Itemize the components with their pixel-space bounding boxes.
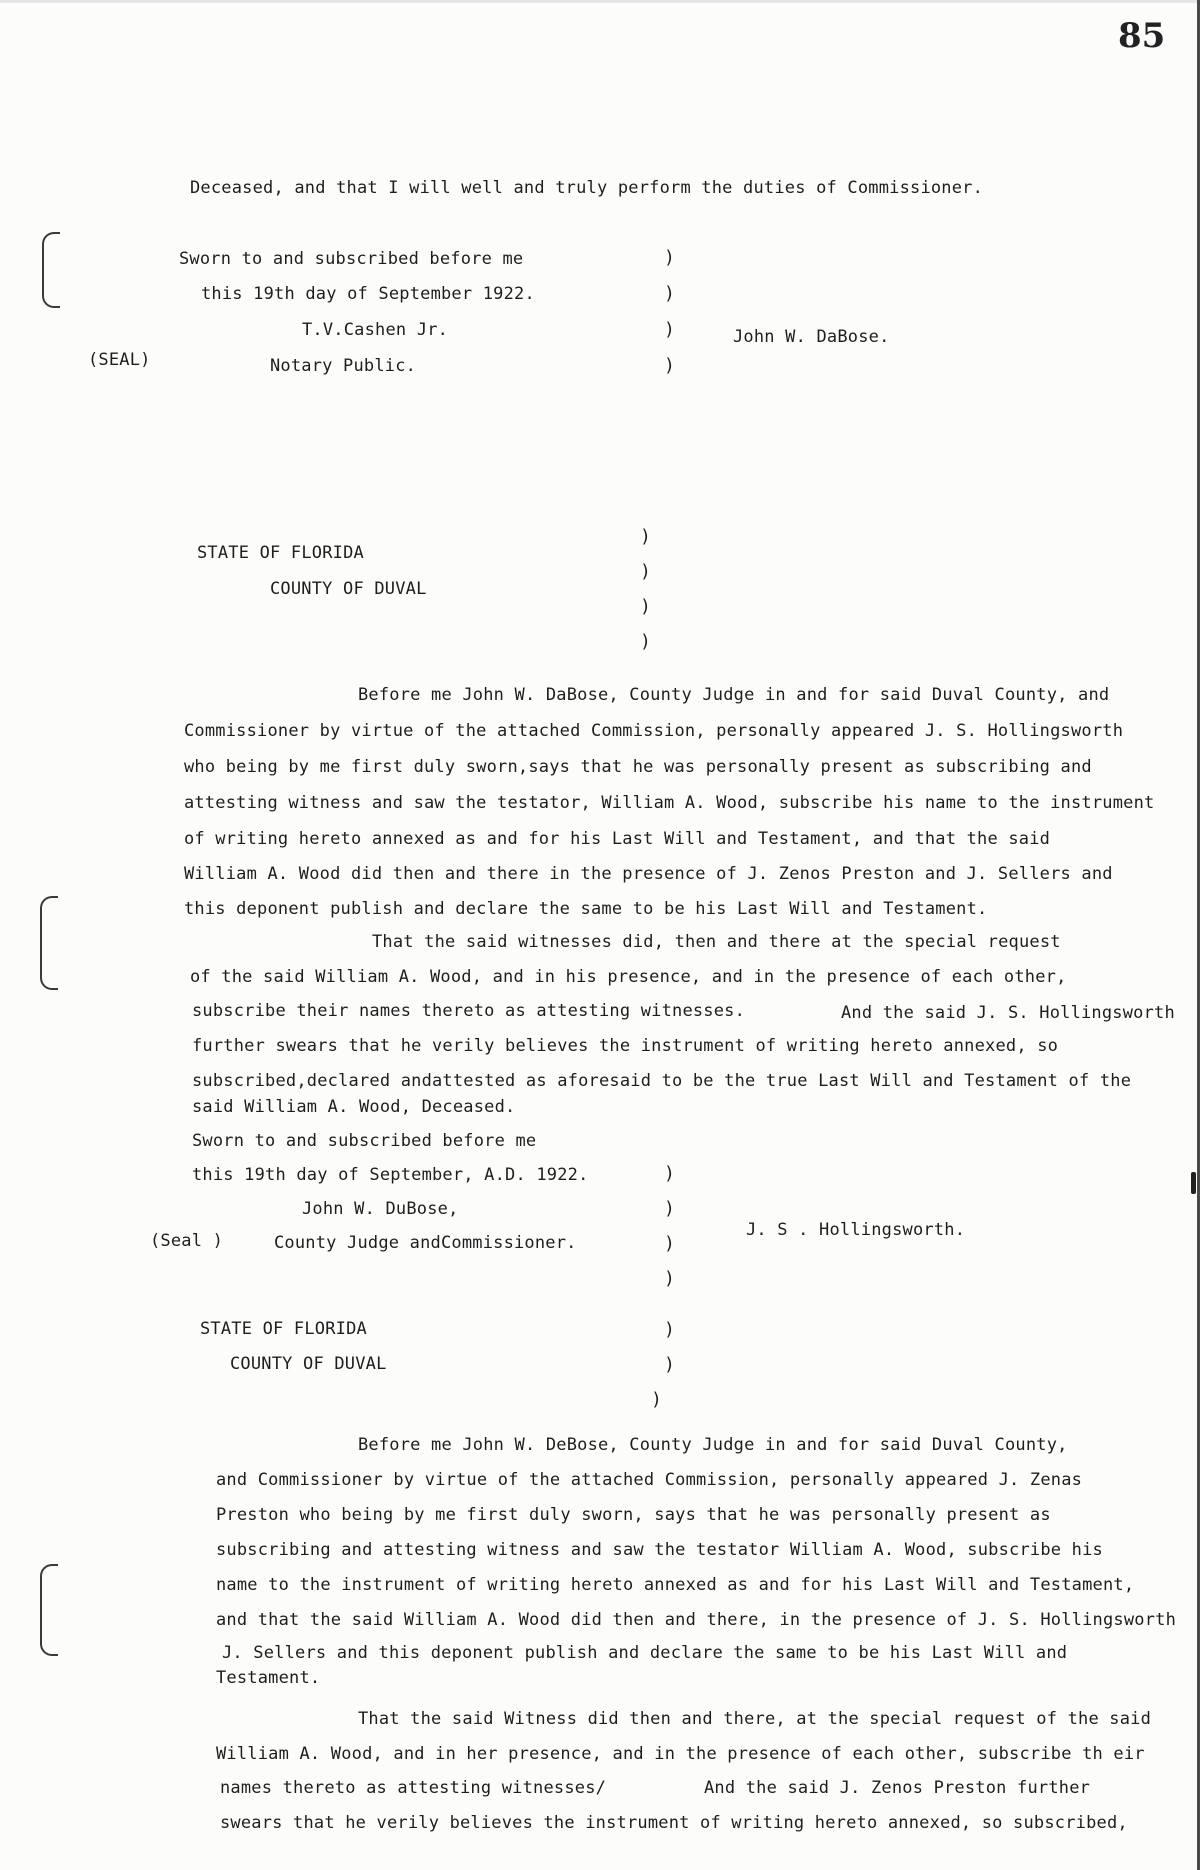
text-line: of writing hereto annexed as and for his Last Will and Testament, and that the said — [184, 829, 1051, 849]
bracket-paren: ) — [640, 631, 651, 652]
bracket-paren: ) — [640, 596, 651, 617]
oath-date-line: this 19th day of September, A.D. 1922. — [192, 1165, 589, 1185]
text-line: this deponent publish and declare the same to be his Last Will and Testament. — [184, 899, 988, 919]
bracket-paren: ) — [664, 1354, 675, 1375]
state-heading: STATE OF FLORIDA — [200, 1319, 367, 1339]
edge-mark — [1191, 1172, 1196, 1194]
text-line: of the said William A. Wood, and in his presence, and in the presence of each other, — [190, 967, 1067, 987]
notary-title: Notary Public. — [270, 356, 417, 376]
text-line: subscribed,declared andattested as aforesaid to be the true Last Will and Testament of the — [192, 1071, 1132, 1091]
bracket-paren: ) — [664, 1319, 675, 1340]
bracket-paren: ) — [640, 561, 651, 582]
page-number: 85 — [1118, 16, 1166, 56]
bracket-paren: ) — [664, 1163, 675, 1184]
text-line: Before me John W. DeBose, County Judge in and for said Duval County, — [358, 1435, 1068, 1455]
text-line: attesting witness and saw the testator, William A. Wood, subscribe his name to the instrument — [184, 793, 1155, 813]
bracket-paren: ) — [664, 1233, 675, 1254]
punch-hole-mark — [40, 1564, 58, 1656]
text-line: name to the instrument of writing hereto annexed as and for his Last Will and Testament, — [216, 1575, 1135, 1595]
text-line: William A. Wood did then and there in the presence of J. Zenos Preston and J. Sellers and — [184, 864, 1113, 884]
text-line: And the said J. S. Hollingsworth — [841, 1003, 1175, 1023]
oath-date-line: this 19th day of September 1922. — [201, 284, 535, 304]
text-line: William A. Wood, and in her presence, and in the presence of each other, subscribe th eir — [216, 1744, 1145, 1764]
bracket-paren: ) — [664, 283, 675, 304]
text-line: That the said Witness did then and there, at the special request of the said — [358, 1709, 1152, 1729]
text-line: That the said witnesses did, then and there at the special request — [372, 932, 1061, 952]
text-line: names thereto as attesting witnesses/ — [220, 1778, 607, 1798]
bracket-paren: ) — [664, 319, 675, 340]
judge-title: County Judge andCommissioner. — [274, 1233, 577, 1253]
text-line: Preston who being by me first duly sworn, says that he was personally present as — [216, 1505, 1051, 1525]
text-line: and Commissioner by virtue of the attached Commission, personally appeared J. Zenas — [216, 1470, 1083, 1490]
county-heading: COUNTY OF DUVAL — [230, 1354, 387, 1374]
punch-hole-mark — [40, 896, 58, 990]
text-line: further swears that he verily believes the instrument of writing hereto annexed, so — [192, 1036, 1059, 1056]
text-line: And the said J. Zenos Preston further — [704, 1778, 1091, 1798]
signer-name: John W. DaBose. — [733, 327, 890, 347]
text-line: Deceased, and that I will well and truly perform the duties of Commissioner. — [190, 178, 984, 198]
punch-hole-mark — [42, 232, 60, 308]
oath-sworn-line: Sworn to and subscribed before me — [179, 249, 524, 269]
bracket-paren: ) — [664, 1268, 675, 1289]
seal-label: (Seal ) — [150, 1231, 224, 1251]
state-heading: STATE OF FLORIDA — [197, 543, 364, 563]
bracket-paren: ) — [651, 1389, 662, 1410]
bracket-paren: ) — [664, 355, 675, 376]
bracket-paren: ) — [640, 526, 651, 547]
text-line: who being by me first duly sworn,says that he was personally present as subscribing and — [184, 757, 1092, 777]
judge-name: John W. DuBose, — [302, 1199, 459, 1219]
county-heading: COUNTY OF DUVAL — [270, 579, 427, 599]
text-line: subscribing and attesting witness and saw the testator William A. Wood, subscribe his — [216, 1540, 1103, 1560]
text-line: Commissioner by virtue of the attached Commission, personally appeared J. S. Hollingsworth — [184, 721, 1124, 741]
oath-sworn-line: Sworn to and subscribed before me — [192, 1131, 537, 1151]
seal-label: (SEAL) — [88, 350, 151, 370]
text-line: said William A. Wood, Deceased. — [192, 1097, 516, 1117]
text-line: Testament. — [216, 1668, 321, 1688]
bracket-paren: ) — [664, 247, 675, 268]
bracket-paren: ) — [664, 1198, 675, 1219]
text-line: Before me John W. DaBose, County Judge in and for said Duval County, and — [358, 685, 1110, 705]
text-line: swears that he verily believes the instrument of writing hereto annexed, so subscribed, — [220, 1813, 1128, 1833]
text-line: subscribe their names thereto as attesting witnesses. — [192, 1001, 746, 1021]
signer-name: J. S . Hollingsworth. — [746, 1220, 966, 1240]
text-line: and that the said William A. Wood did then and there, in the presence of J. S. Hollingsworth — [216, 1610, 1177, 1630]
text-line: J. Sellers and this deponent publish and declare the same to be his Last Will and — [222, 1643, 1068, 1663]
notary-name: T.V.Cashen Jr. — [302, 320, 449, 340]
